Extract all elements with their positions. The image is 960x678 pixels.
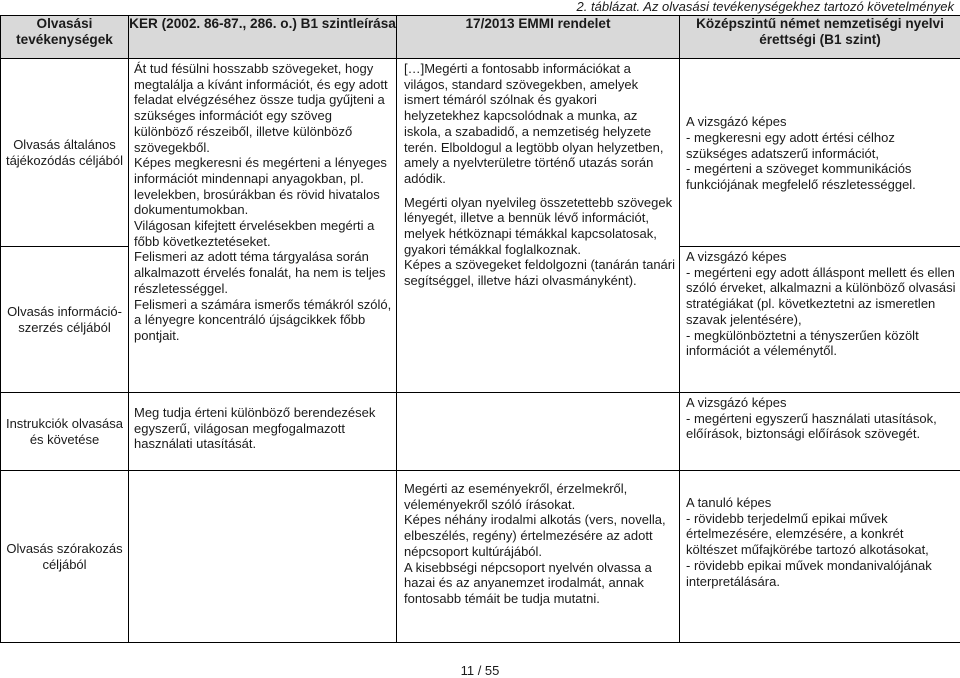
ker-block-6: Meg tudja érteni különböző berendezések egyszerű, világosan megfogalmazott használati utasítását. xyxy=(134,405,393,452)
emmi-block-5: Képes néhány irodalmi alkotás (vers, novella, elbeszélés, regény) értelmezésére az adott népcsoport kultúrájából. xyxy=(404,512,675,559)
category-cell xyxy=(1,59,129,247)
erettsegi-row1-line2: - megkeresni egy adott értési célhoz szükséges adatszerű információt, xyxy=(686,130,956,161)
emmi-block-4: Megérti az eseményekről, érzelmekről, véleményekről szóló írásokat. xyxy=(404,481,675,512)
emmi-block-1: […]Megérti a fontosabb információkat a világos, standard szövegekben, amelyek ismert témáról szólnak és gyakori helyzetekhez kapcsolódnak a munka, az iskola, a szabadidő, a nemzetiség helyzete terén. Elboldogul a legtöbb olyan helyzetben, amely a nyelvterületre történő utazás során adódik. xyxy=(404,61,675,187)
erettsegi-row3-line1: A vizsgázó képes xyxy=(686,395,956,411)
category-cell xyxy=(1,247,129,393)
emmi-block-2: Megérti olyan nyelvileg összetettebb szövegek lényegét, illetve a bennük lévő információt, melyek hétköznapi témákkal kapcsolatosak, gyakori témákkal foglalkoznak. xyxy=(404,195,675,258)
ker-block-4: Felismeri az adott téma tárgyalása során alkalmazott érvelés fonalát, ha nem is teljes részletességgel. xyxy=(134,249,393,296)
erettsegi-cell xyxy=(680,471,960,643)
erettsegi-cell xyxy=(680,247,960,393)
header-erettsegi: Középszintű német nemzetiségi nyelvi érettségi (B1 szint) xyxy=(680,16,960,59)
table-row xyxy=(1,471,960,643)
header-activities: Olvasási tevékenységek xyxy=(1,16,129,59)
erettsegi-row4-line1: A tanuló képes xyxy=(686,495,956,511)
ker-block-5: Felismeri a számára ismerős témákról szóló, a lényegre koncentráló újságcikkek főbb pontjait. xyxy=(134,297,393,344)
ker-block-3: Világosan kifejtett érvelésekben megérti a főbb következtetéseket. xyxy=(134,218,393,249)
page-number: 11 / 55 xyxy=(0,663,960,678)
header-row xyxy=(1,16,960,59)
header-ker: KER (2002. 86-87., 286. o.) B1 szintleírása xyxy=(129,16,397,59)
category-entertainment: Olvasás szórakozás céljából xyxy=(1,541,128,572)
erettsegi-row2-line1: A vizsgázó képes xyxy=(686,249,956,265)
emmi-block-6: A kisebbségi népcsoport nyelvén olvassa a hazai és az anyanemzet irodalmát, annak fontosabb témáit be tudja mutatni. xyxy=(404,560,675,607)
ker-cell xyxy=(129,393,397,471)
ker-block-1: Át tud fésülni hosszabb szövegeket, hogy megtalálja a kívánt információt, és egy adott feladat elvégzéséhez össze tudja gyűjteni a szükséges információt egy szöveg különböző részeiből, illetve különböző szövegekből. xyxy=(134,61,393,155)
requirements-table xyxy=(0,15,960,643)
table-row xyxy=(1,393,960,471)
ker-cell xyxy=(129,59,397,393)
header-emmi: 17/2013 EMMI rendelet xyxy=(397,16,680,59)
category-instructions: Instrukciók olvasása és követése xyxy=(1,416,128,447)
erettsegi-row2-line2: - megérteni egy adott álláspont mellett és ellen szóló érveket, alkalmazni a különböző olvasási stratégiákat (pl. következtetni az ismeretlen szavak jelentésére), xyxy=(686,265,956,328)
category-cell xyxy=(1,471,129,643)
emmi-block-3: Képes a szövegeket feldolgozni (tanárán tanári segítséggel, illetve házi olvasmányként). xyxy=(404,257,675,288)
erettsegi-cell xyxy=(680,393,960,471)
category-general: Olvasás általános tájékozódás céljából xyxy=(1,137,128,168)
table-row xyxy=(1,59,960,247)
erettsegi-row1-line3: - megérteni a szöveget kommunikációs funkciójának megfelelő részletességgel. xyxy=(686,161,956,192)
erettsegi-row3-line2: - megérteni egyszerű használati utasítások, előírások, biztonsági előírások szövegét. xyxy=(686,411,956,442)
emmi-cell xyxy=(397,471,680,643)
erettsegi-row2-line3: - megkülönböztetni a tényszerűen közölt információt a véleménytől. xyxy=(686,328,956,359)
table-caption: 2. táblázat. Az olvasási tevékenységekhez tartozó követelmények xyxy=(577,0,954,14)
category-information: Olvasás információ-szerzés céljából xyxy=(1,304,128,335)
category-cell xyxy=(1,393,129,471)
erettsegi-row4-line2: - rövidebb terjedelmű epikai művek értelmezésére, elemzésére, a konkrét költészet műfajkörébe tartozó alkotásokat, xyxy=(686,511,956,558)
erettsegi-row4-line3: - rövidebb epikai művek mondanivalójának interpretálására. xyxy=(686,558,956,589)
ker-cell-empty xyxy=(129,471,397,643)
erettsegi-row1-line1: A vizsgázó képes xyxy=(686,114,956,130)
emmi-cell-empty xyxy=(397,393,680,471)
ker-block-2: Képes megkeresni és megérteni a lényeges információt mindennapi anyagokban, pl. levelekben, brosúrákban és rövid hivatalos dokumentumokban. xyxy=(134,155,393,218)
emmi-cell xyxy=(397,59,680,393)
erettsegi-cell xyxy=(680,59,960,247)
